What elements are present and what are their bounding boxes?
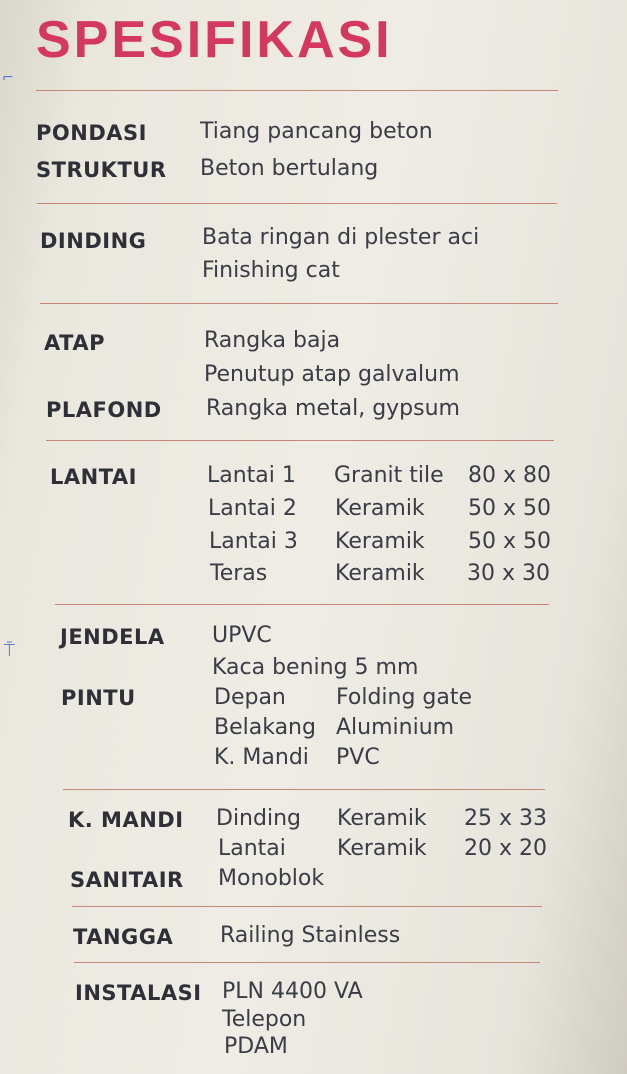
label-dinding: DINDING [40,229,147,253]
divider [72,906,542,907]
lantai-material-1: Granit tile [334,463,444,488]
pintu-place-1: Depan [214,685,286,710]
lantai-size-2: 50 x 50 [468,496,551,521]
pen-mark: ⌐ [2,70,14,86]
pintu-place-2: Belakang [214,715,316,740]
label-struktur: STRUKTUR [36,158,167,182]
pintu-material-3: PVC [336,745,380,770]
label-kmandi: K. MANDI [68,808,184,832]
divider [63,789,545,790]
value-instalasi-line-2: Telepon [222,1007,307,1032]
label-instalasi: INSTALASI [75,981,202,1005]
pintu-material-2: Aluminium [336,715,455,740]
divider [37,203,557,204]
value-dinding-line-1: Bata ringan di plester aci [202,225,480,250]
page-title: SPESIFIKASI [36,11,393,69]
lantai-size-1: 80 x 80 [468,463,551,488]
divider [40,303,558,304]
value-tangga: Railing Stainless [220,923,401,948]
value-instalasi-line-3: PDAM [224,1034,288,1059]
value-dinding-line-2: Finishing cat [202,258,340,283]
kmandi-size-1: 25 x 33 [464,806,547,831]
label-sanitair: SANITAIR [70,868,184,892]
divider [46,440,554,441]
value-pondasi: Tiang pancang beton [200,119,433,144]
kmandi-material-2: Keramik [337,836,427,861]
label-tangga: TANGGA [73,925,174,949]
value-jendela-line-1: UPVC [212,623,272,648]
label-plafond: PLAFOND [46,398,162,422]
lantai-material-2: Keramik [335,496,425,521]
divider [36,90,558,91]
pintu-place-3: K. Mandi [214,745,309,770]
divider [55,604,549,605]
label-lantai: LANTAI [50,465,137,489]
pintu-material-1: Folding gate [336,685,473,710]
kmandi-size-2: 20 x 20 [464,836,547,861]
label-pondasi: PONDASI [36,121,147,145]
label-atap: ATAP [44,331,105,355]
value-struktur: Beton bertulang [200,156,379,181]
lantai-size-3: 50 x 50 [468,529,551,554]
value-atap-line-2: Penutup atap galvalum [204,362,460,387]
kmandi-material-1: Keramik [337,806,427,831]
label-jendela: JENDELA [60,625,165,649]
label-pintu: PINTU [61,686,136,710]
lantai-material-4: Keramik [335,561,425,586]
kmandi-part-2: Lantai [218,836,286,861]
lantai-material-3: Keramik [335,529,425,554]
value-plafond: Rangka metal, gypsum [206,396,460,421]
lantai-area-4: Teras [210,561,268,586]
divider [74,962,540,963]
lantai-area-3: Lantai 3 [209,529,298,554]
value-atap-line-1: Rangka baja [204,328,341,353]
value-jendela-line-2: Kaca bening 5 mm [212,655,419,680]
pen-mark: ⍑ [4,640,15,661]
lantai-area-1: Lantai 1 [207,463,296,488]
value-instalasi-line-1: PLN 4400 VA [222,979,363,1004]
kmandi-part-1: Dinding [216,806,301,831]
lantai-area-2: Lantai 2 [208,496,297,521]
lantai-size-4: 30 x 30 [467,561,550,586]
value-sanitair: Monoblok [218,866,325,891]
